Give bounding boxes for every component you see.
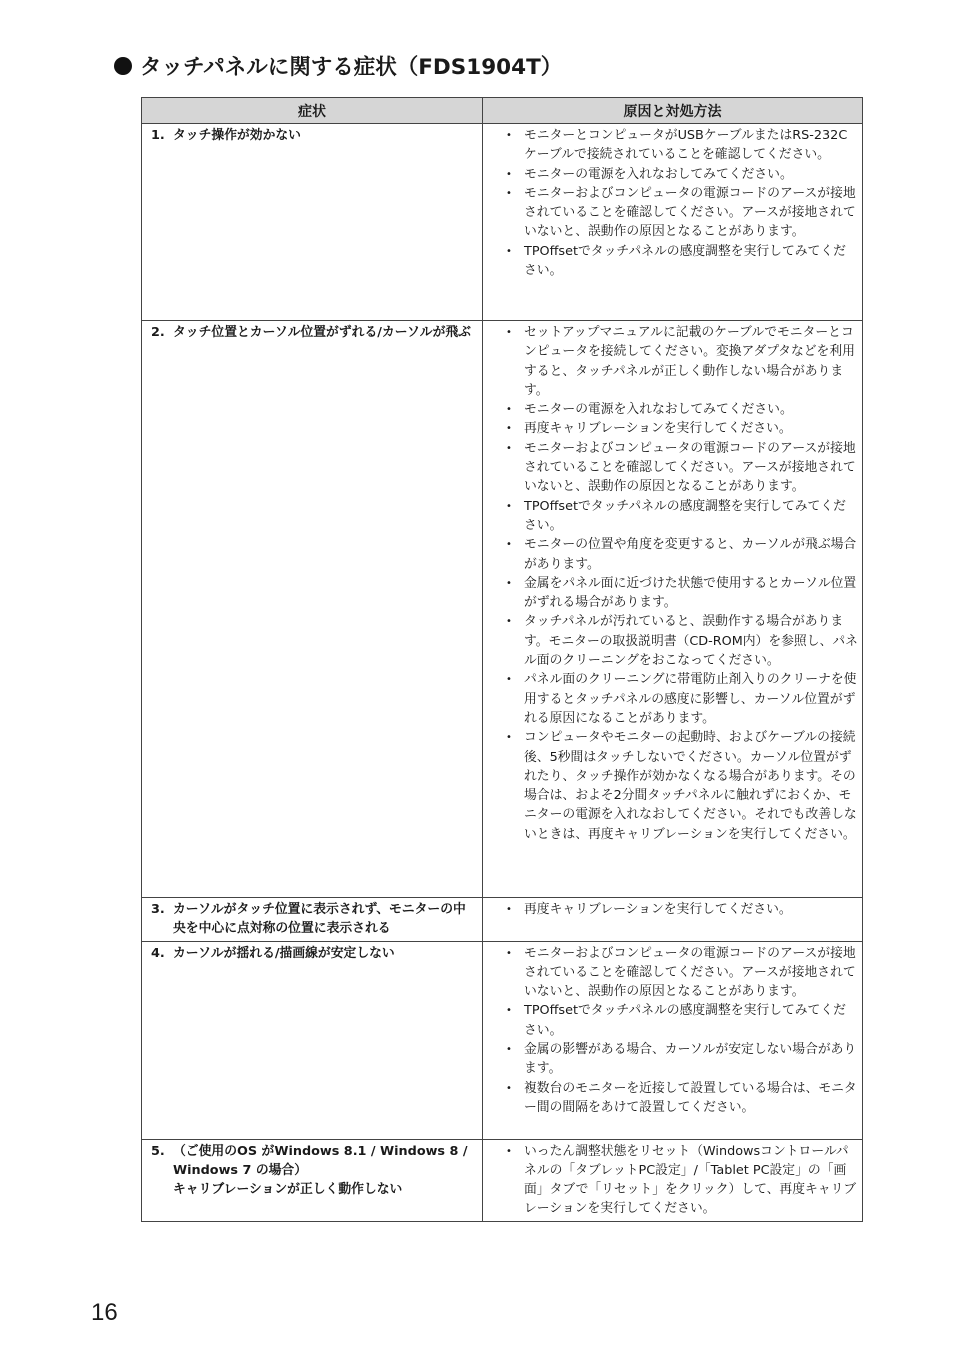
symptom-number: 5. <box>151 1143 165 1159</box>
remedy-item: • TPOffsetでタッチパネルの感度調整を実行してみてください。 <box>504 242 858 281</box>
remedy-item: • 金属の影響がある場合、カーソルが安定しない場合があります。 <box>504 1040 858 1079</box>
remedy-list <box>492 944 858 1118</box>
remedy-cell <box>483 941 863 1139</box>
page-number: 16 <box>91 1299 118 1326</box>
table-row <box>142 941 863 1139</box>
symptom-cell <box>142 124 483 321</box>
symptom-number: 3. <box>151 902 165 917</box>
remedy-item: • 再度キャリブレーションを実行してください。 <box>504 900 858 919</box>
bullet-circle-icon <box>114 57 132 75</box>
remedy-list <box>492 323 858 844</box>
remedy-item: • TPOffsetでタッチパネルの感度調整を実行してみてください。 <box>504 1001 858 1040</box>
symptom-cell <box>142 941 483 1139</box>
remedy-item: • モニターおよびコンピュータの電源コードのアースが接地されていることを確認してください。アースが接地されていないと、誤動作の原因となることがあります。 <box>504 439 858 497</box>
remedy-list <box>492 900 858 919</box>
remedy-item: • いったん調整状態をリセット（Windowsコントロールパネルの「タブレットPC設定」/「Tablet PC設定」の「画面」タブで「リセット」をクリック）して、再度キャリブレーションを実行してください。 <box>504 1142 858 1219</box>
table-row <box>142 124 863 321</box>
symptom-cell <box>142 1139 483 1221</box>
remedy-cell <box>483 124 863 321</box>
remedy-item: • モニターの電源を入れなおしてみてください。 <box>504 165 858 184</box>
symptom-number: 1. <box>151 128 165 143</box>
remedy-item: • セットアップマニュアルに記載のケーブルでモニターとコンピュータを接続してください。変換アダプタなどを利用すると、タッチパネルが正しく動作しない場合があります。 <box>504 323 858 400</box>
remedy-list <box>492 126 858 280</box>
symptom-text <box>173 126 478 145</box>
column-header-symptom: 症状 <box>142 98 483 124</box>
column-header-remedy: 原因と対処方法 <box>483 98 863 124</box>
remedy-item: • パネル面のクリーニングに帯電防止剤入りのクリーナを使用するとタッチパネルの感度に影響し、カーソル位置がずれる原因になることがあります。 <box>504 670 858 728</box>
symptom-text-line: カーソルがタッチ位置に表示されず、モニターの中央を中心に点対称の位置に表示される <box>173 902 466 937</box>
remedy-item: • モニターの位置や角度を変更すると、カーソルが飛ぶ場合があります。 <box>504 535 858 574</box>
remedy-item: • TPOffsetでタッチパネルの感度調整を実行してみてください。 <box>504 497 858 536</box>
table-row <box>142 898 863 942</box>
symptom-cell <box>142 321 483 898</box>
symptom-text <box>173 323 478 342</box>
symptom-text <box>173 944 478 963</box>
symptom-text <box>173 900 478 939</box>
symptom-text-line: カーソルが揺れる/描画線が安定しない <box>173 945 395 961</box>
remedy-item: • タッチパネルが汚れていると、誤動作する場合があります。モニターの取扱説明書（CD-ROM内）を参照し、パネル面のクリーニングをおこなってください。 <box>504 612 858 670</box>
section-heading-text: タッチパネルに関する症状（FDS1904T） <box>140 55 563 80</box>
symptom-cell <box>142 898 483 942</box>
troubleshooting-table <box>141 97 863 1222</box>
symptom-text <box>173 1142 478 1200</box>
remedy-item: • モニターおよびコンピュータの電源コードのアースが接地されていることを確認してください。アースが接地されていないと、誤動作の原因となることがあります。 <box>504 944 858 1002</box>
remedy-item: • 複数台のモニターを近接して設置している場合は、モニター間の間隔をあけて設置してください。 <box>504 1079 858 1118</box>
remedy-cell <box>483 1139 863 1221</box>
section-heading <box>114 50 562 81</box>
symptom-number: 2. <box>151 325 165 340</box>
table-header-row <box>142 98 863 124</box>
symptom-text-line: （ご使用のOS がWindows 8.1 / Windows 8 / Windows 7 の場合） <box>173 1143 468 1178</box>
remedy-cell <box>483 321 863 898</box>
remedy-item: • モニターおよびコンピュータの電源コードのアースが接地されていることを確認してください。アースが接地されていないと、誤動作の原因となることがあります。 <box>504 184 858 242</box>
remedy-cell <box>483 898 863 942</box>
table-row <box>142 1139 863 1221</box>
symptom-text-line: タッチ位置とカーソル位置がずれる/カーソルが飛ぶ <box>173 325 471 340</box>
table-row <box>142 321 863 898</box>
table-body <box>142 124 863 1222</box>
remedy-item: • モニターの電源を入れなおしてみてください。 <box>504 400 858 419</box>
symptom-text-line: キャリブレーションが正しく動作しない <box>173 1182 403 1198</box>
remedy-item: • モニターとコンピュータがUSBケーブルまたはRS-232Cケーブルで接続されていることを確認してください。 <box>504 126 858 165</box>
symptom-number: 4. <box>151 945 165 961</box>
remedy-item: • 再度キャリブレーションを実行してください。 <box>504 419 858 438</box>
symptom-text-line: タッチ操作が効かない <box>173 128 301 143</box>
remedy-list <box>492 1142 858 1219</box>
remedy-item: • 金属をパネル面に近づけた状態で使用するとカーソル位置がずれる場合があります。 <box>504 574 858 613</box>
remedy-item: • コンピュータやモニターの起動時、およびケーブルの接続後、5秒間はタッチしないでください。カーソル位置がずれたり、タッチ操作が効かなくなる場合があります。その場合は、およそ2分間タッチパネルに触れずにおくか、モニターの電源を入れなおしてください。それでも改善しないときは、再度キャリブレーションを実行してください。 <box>504 728 858 844</box>
